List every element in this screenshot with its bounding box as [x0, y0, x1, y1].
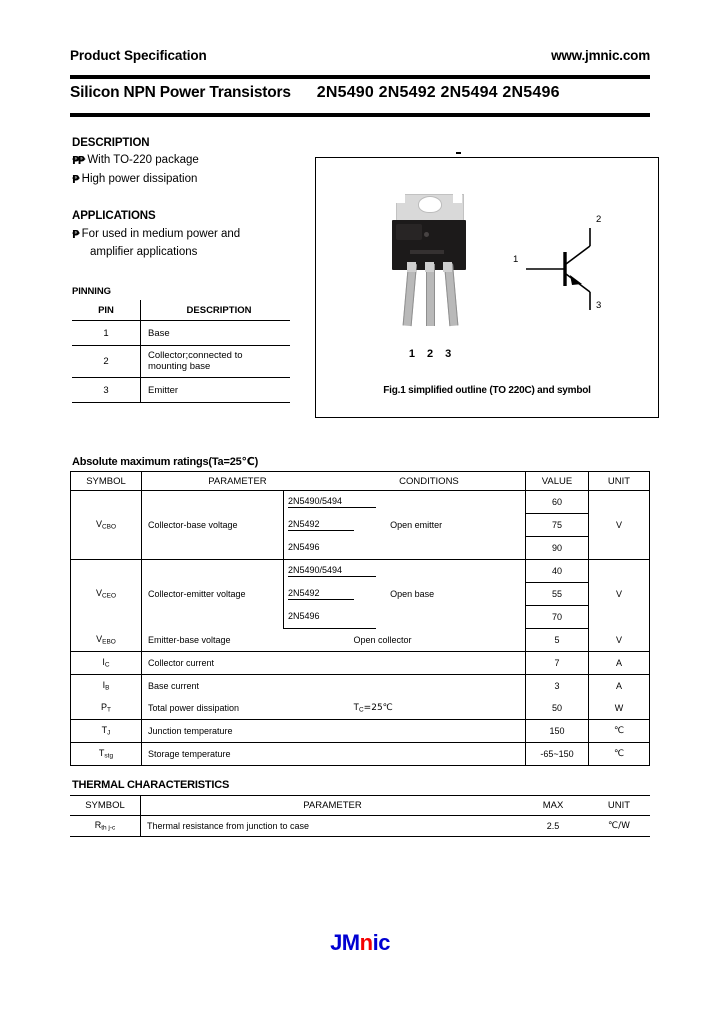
applications-item-continuation: amplifier applications	[90, 246, 198, 258]
pin-description-line: mounting base	[148, 360, 211, 372]
to220-package-image	[386, 194, 474, 344]
applications-heading: APPLICATIONS	[72, 210, 156, 222]
table-header-row	[71, 472, 650, 491]
row-value: 70	[526, 606, 589, 629]
row-symbol	[71, 560, 142, 629]
package-pin-numbers	[386, 348, 474, 360]
symbol-sub: C	[104, 661, 110, 669]
figure-caption: Fig.1 simplified outline (TO 220C) and symbol	[383, 385, 591, 396]
row-parameter: Emitter-base voltage	[142, 629, 284, 652]
row-value: 150	[526, 720, 589, 743]
row-subpart	[284, 560, 377, 583]
symbol-sub: B	[105, 684, 110, 692]
company-logo	[0, 930, 720, 956]
page-header	[70, 48, 650, 63]
mounting-hole	[418, 196, 442, 213]
row-condition: Open emitter	[390, 520, 443, 530]
row-parameter: Collector current	[142, 652, 284, 675]
table-row	[71, 720, 650, 743]
row-parameter: Collector-base voltage	[142, 491, 284, 560]
subpart-label: 2N5490/5494	[288, 496, 376, 508]
bullet-icon: ₱₱	[72, 154, 84, 167]
row-value: 75	[526, 514, 589, 537]
row-parameter: Storage temperature	[142, 743, 284, 766]
subpart-label: 2N5492	[288, 519, 354, 531]
header-rule-top	[70, 75, 650, 79]
row-parameter: Collector-emitter voltage	[142, 560, 284, 629]
condition-main: T	[353, 702, 359, 713]
symbol-sub: CBO	[101, 523, 117, 531]
description-item	[72, 154, 199, 166]
pinning-table	[72, 300, 290, 403]
package-lead-3	[444, 264, 458, 327]
conditions-label: CONDITIONS	[399, 475, 459, 487]
column-header-parameter: PARAMETER	[141, 796, 519, 816]
symbol-terminal-collector-label: 2	[596, 214, 602, 225]
header-rule-bottom	[70, 113, 650, 117]
row-unit: V	[589, 629, 650, 652]
table-row	[71, 697, 650, 720]
package-lead-base-2	[425, 262, 434, 272]
applications-item-label: For used in medium power and	[81, 228, 241, 240]
row-condition	[284, 652, 526, 675]
package-lead-base-1	[407, 262, 416, 272]
page-title: Silicon NPN Power Transistors	[70, 84, 291, 101]
table-row	[70, 816, 650, 837]
pin-description	[141, 346, 291, 378]
row-subpart	[284, 583, 377, 606]
thermal-characteristics-table	[70, 795, 650, 837]
table-row	[72, 321, 290, 346]
row-value: 55	[526, 583, 589, 606]
column-header-symbol: SYMBOL	[70, 796, 141, 816]
thermal-characteristics-title: THERMAL CHARACTERISTICS	[72, 779, 230, 791]
symbol-sub: T	[107, 706, 111, 714]
row-value: 50	[526, 697, 589, 720]
pinning-heading: PINNING	[72, 286, 111, 297]
stray-mark	[456, 152, 461, 154]
row-condition	[284, 675, 526, 698]
pin-description: Emitter	[141, 378, 291, 403]
table-row	[71, 675, 650, 698]
row-parameter: Total power dissipation	[142, 697, 284, 720]
row-unit: A	[589, 675, 650, 698]
row-parameter: Thermal resistance from junction to case	[141, 816, 519, 837]
description-item-label: With TO-220 package	[87, 154, 199, 166]
row-value: 60	[526, 491, 589, 514]
row-symbol	[71, 720, 142, 743]
row-unit: V	[589, 560, 650, 629]
package-lead-2	[426, 264, 435, 326]
row-subpart	[284, 491, 377, 514]
row-parameter: Junction temperature	[142, 720, 284, 743]
website-url[interactable]: www.jmnic.com	[551, 48, 650, 63]
absolute-maximum-ratings-title: Absolute maximum ratings(Ta=25℃)	[72, 456, 259, 468]
tab-notch-left	[396, 194, 405, 203]
transistor-symbol-svg	[512, 214, 622, 324]
column-header-pin: PIN	[72, 300, 141, 321]
symbol-main: P	[101, 702, 108, 713]
column-header-max: MAX	[518, 796, 588, 816]
row-subpart	[284, 537, 377, 560]
pin-description: Base	[141, 321, 291, 346]
row-value: 7	[526, 652, 589, 675]
symbol-main: R	[94, 820, 102, 831]
row-unit: A	[589, 652, 650, 675]
row-symbol	[70, 816, 141, 837]
row-parameter: Base current	[142, 675, 284, 698]
condition-label	[354, 702, 393, 712]
applications-item	[72, 228, 240, 240]
subpart-label: 2N5492	[288, 588, 354, 600]
row-subpart	[284, 514, 377, 537]
part-number-list: 2N5490 2N5492 2N5494 2N5496	[316, 84, 560, 101]
package-lead-base-3	[443, 262, 452, 272]
row-subpart	[284, 606, 377, 629]
row-condition	[284, 697, 526, 720]
absolute-maximum-ratings-table	[70, 471, 650, 766]
row-condition	[284, 629, 526, 652]
package-lead-1	[403, 264, 417, 327]
table-header-row	[70, 796, 650, 816]
symbol-main: I	[102, 657, 105, 668]
package-body-sheen	[396, 224, 422, 240]
description-item-label: High power dissipation	[81, 173, 198, 185]
description-heading: DESCRIPTION	[72, 137, 150, 149]
column-header-unit: UNIT	[588, 796, 650, 816]
table-row	[71, 560, 650, 583]
table-row	[71, 491, 650, 514]
logo-text-part3: ic	[372, 930, 390, 955]
symbol-main: V	[96, 633, 103, 644]
column-header-parameter	[142, 472, 526, 491]
package-body-marking-text	[410, 250, 444, 254]
row-condition	[284, 720, 526, 743]
subpart-label: 2N5490/5494	[288, 565, 376, 577]
condition-label: Open collector	[353, 635, 412, 645]
column-header-value: VALUE	[526, 472, 589, 491]
column-header-description: DESCRIPTION	[141, 300, 291, 321]
row-unit: V	[589, 491, 650, 560]
parameter-label: PARAMETER	[208, 475, 267, 487]
table-row	[71, 652, 650, 675]
symbol-sub: EBO	[102, 638, 116, 646]
symbol-terminal-base-label: 1	[513, 254, 519, 265]
row-symbol	[71, 675, 142, 698]
row-condition	[284, 743, 526, 766]
table-header-row	[72, 300, 290, 321]
row-value: 5	[526, 629, 589, 652]
symbol-sub: stg	[104, 752, 114, 760]
row-symbol	[71, 491, 142, 560]
logo-text-part1: JM	[330, 930, 360, 955]
symbol-main: T	[101, 725, 108, 736]
row-unit: ℃	[589, 720, 650, 743]
bullet-icon: ₱	[72, 173, 78, 186]
bullet-icon: ₱	[72, 228, 78, 241]
pin-number: 2	[72, 346, 141, 378]
pin-number: 1	[72, 321, 141, 346]
row-symbol	[71, 652, 142, 675]
row-condition: Open base	[376, 560, 525, 629]
row-unit: ℃/W	[588, 816, 650, 837]
row-value: 3	[526, 675, 589, 698]
table-row	[72, 346, 290, 378]
description-item	[72, 173, 197, 185]
package-pin-label: 2	[426, 348, 434, 360]
symbol-main: I	[102, 680, 106, 691]
symbol-sub: J	[107, 729, 111, 737]
table-row	[71, 743, 650, 766]
row-symbol	[71, 743, 142, 766]
row-max-value: 2.5	[518, 816, 588, 837]
row-symbol	[71, 697, 142, 720]
subpart-label: 2N5496	[288, 542, 320, 553]
row-value: -65~150	[526, 743, 589, 766]
row-value: 90	[526, 537, 589, 560]
npn-transistor-symbol	[512, 214, 622, 324]
row-symbol	[71, 629, 142, 652]
column-header-unit: UNIT	[589, 472, 650, 491]
subpart-label: 2N5496	[288, 611, 320, 622]
symbol-main: V	[95, 519, 102, 530]
row-unit: ℃	[589, 743, 650, 766]
symbol-main: T	[98, 748, 105, 759]
pin-number: 3	[72, 378, 141, 403]
condition-sub: C	[359, 706, 364, 714]
title-row	[70, 84, 650, 102]
pin-description-line: Collector;connected to	[148, 349, 243, 361]
figure-box	[315, 157, 659, 418]
package-pin-label: 3	[445, 348, 452, 360]
package-body-mark	[424, 232, 429, 237]
condition-tail: =25℃	[363, 703, 393, 714]
table-row	[72, 378, 290, 403]
tab-notch-right	[453, 194, 462, 203]
table-row	[71, 629, 650, 652]
symbol-sub: CEO	[101, 593, 117, 601]
row-value: 40	[526, 560, 589, 583]
package-pin-label: 1	[408, 348, 415, 360]
logo-text-part2: n	[359, 930, 373, 955]
column-header-symbol: SYMBOL	[71, 472, 142, 491]
symbol-sub: th j-c	[101, 824, 116, 832]
row-unit: W	[589, 697, 650, 720]
product-specification-label: Product Specification	[70, 48, 207, 63]
symbol-terminal-emitter-label: 3	[596, 300, 602, 311]
symbol-main: V	[95, 588, 102, 599]
